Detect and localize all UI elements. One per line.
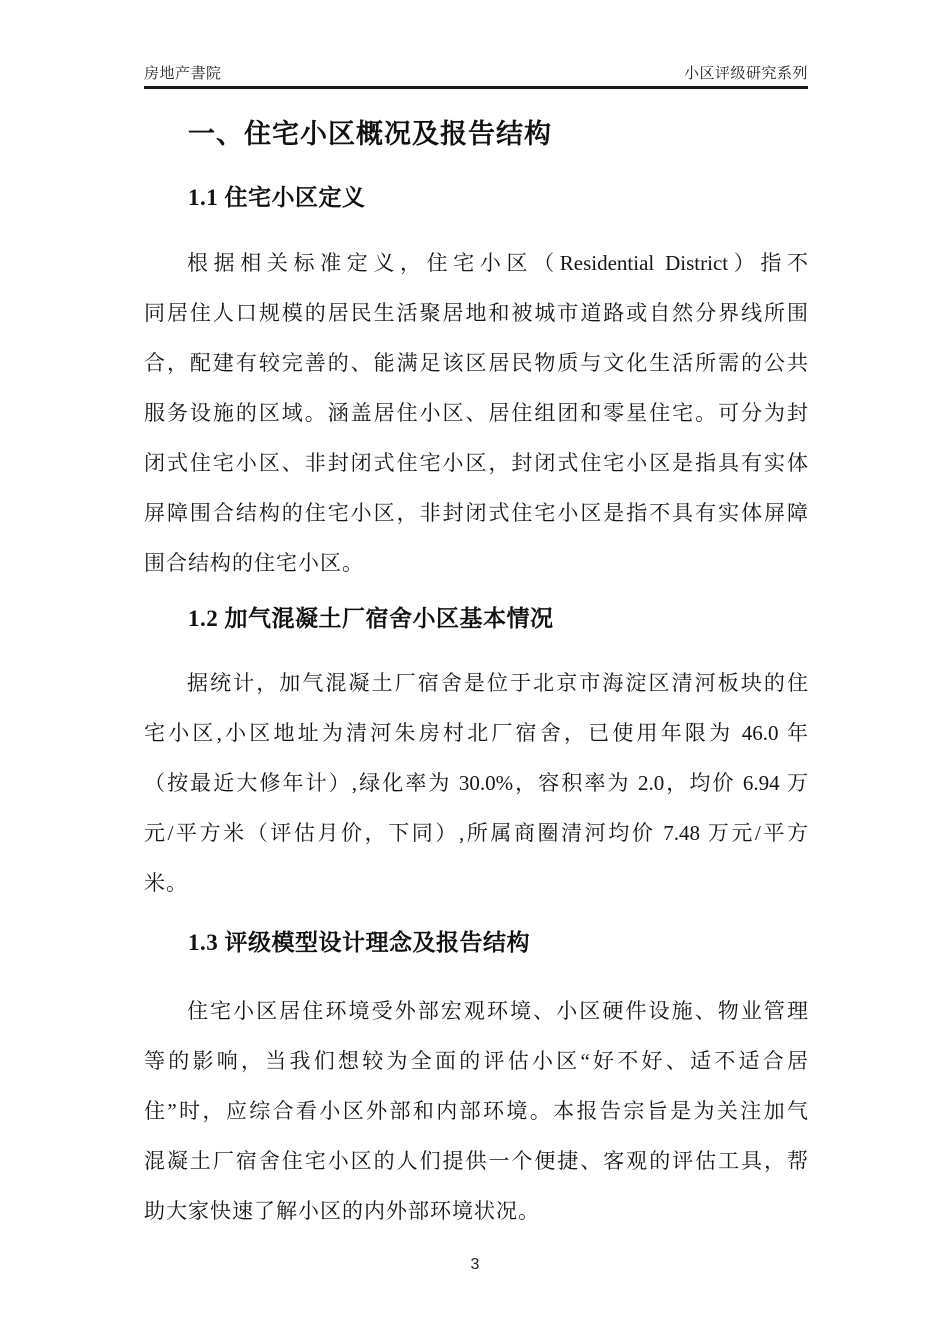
paragraph-definition: [144, 238, 808, 588]
text-line: 等的影响，当我们想较为全面的评估小区“好不好、适不适合居: [144, 1049, 808, 1073]
page-number: 3: [470, 1256, 480, 1273]
text-line: 围合结构的住宅小区。: [144, 551, 364, 575]
header-brand: 房地产書院: [144, 65, 222, 82]
text-line: 同居住人口规模的居民生活聚居地和被城市道路或自然分界线所围: [144, 301, 808, 325]
text-line: 闭式住宅小区、非封闭式住宅小区，封闭式住宅小区是指具有实体: [144, 451, 808, 475]
text-line: 屏障围合结构的住宅小区，非封闭式住宅小区是指不具有实体屏障: [144, 501, 808, 525]
text-line: 米。: [144, 871, 188, 895]
header-rule: [144, 86, 808, 89]
text-line: 服务设施的区域。涵盖居住小区、居住组团和零星住宅。可分为封: [144, 401, 808, 425]
section-heading-1-1: 1.1 住宅小区定义: [188, 185, 366, 210]
chapter-title: 一、住宅小区概况及报告结构: [188, 119, 552, 149]
section-heading-1-3: 1.3 评级模型设计理念及报告结构: [188, 930, 530, 955]
text-line: 根据相关标准定义，住宅小区（Residential District）指不: [187, 251, 808, 275]
header-series-title: 小区评级研究系列: [683, 65, 808, 82]
text-line: 宅小区,小区地址为清河朱房村北厂宿舍，已使用年限为 46.0 年: [144, 721, 808, 745]
text-line: 助大家快速了解小区的内外部环境状况。: [144, 1199, 540, 1223]
text-line: 元/平方米（评估月价，下同）,所属商圈清河均价 7.48 万元/平方: [144, 821, 808, 845]
section-heading-1-2: 1.2 加气混凝土厂宿舍小区基本情况: [188, 606, 554, 631]
text-line: （按最近大修年计）,绿化率为 30.0%，容积率为 2.0，均价 6.94 万: [144, 771, 808, 795]
text-line: 合，配建有较完善的、能满足该区居民物质与文化生活所需的公共: [144, 351, 808, 375]
text-line: 据统计，加气混凝土厂宿舍是位于北京市海淀区清河板块的住: [187, 671, 808, 695]
text-line: 住宅小区居住环境受外部宏观环境、小区硬件设施、物业管理: [187, 999, 808, 1023]
text-line: 混凝土厂宿舍住宅小区的人们提供一个便捷、客观的评估工具，帮: [144, 1149, 808, 1173]
paragraph-basic-info: [144, 658, 808, 908]
text-line: 住”时，应综合看小区外部和内部环境。本报告宗旨是为关注加气: [144, 1099, 808, 1123]
paragraph-model-design: [144, 986, 808, 1236]
